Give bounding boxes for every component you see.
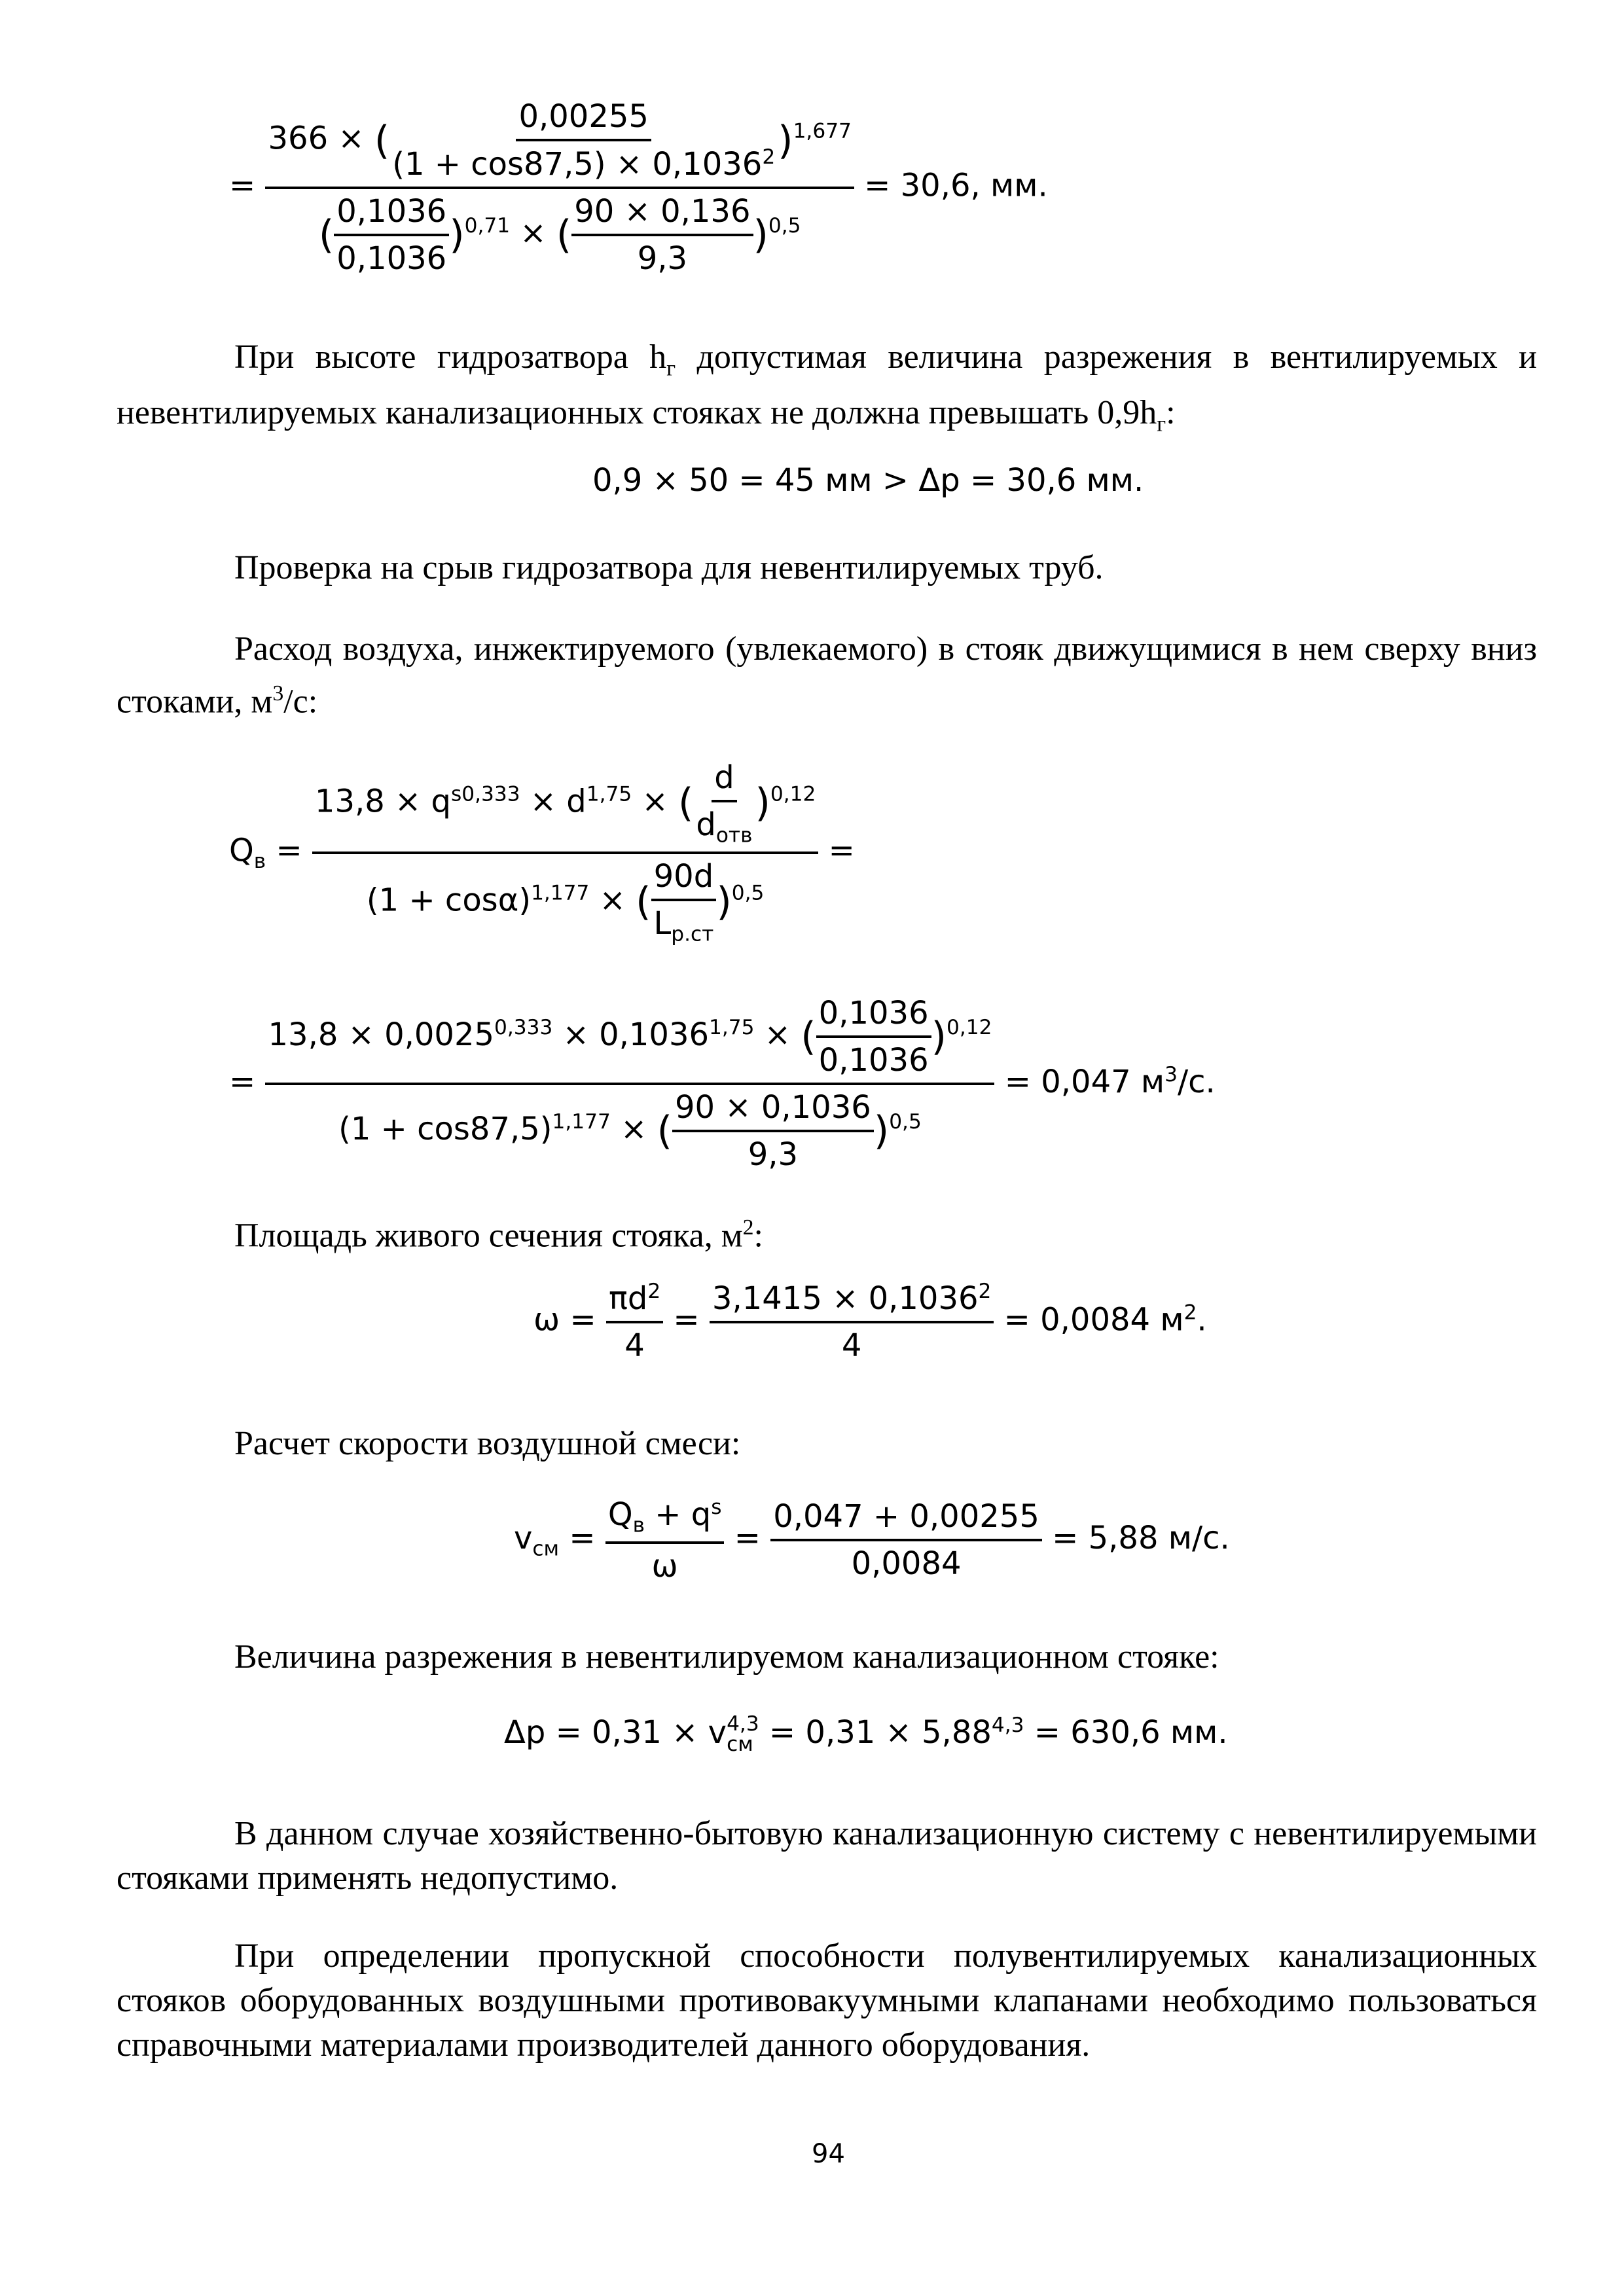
paragraph-valves-note: При определении пропускной способности полувентилируемых канализационных стояков оборудованных воздушными противовакуумными клапанами необходимо пользоваться справочными материалами производителей данного оборудования.	[117, 1937, 1537, 2064]
paragraph-hydroseal-limit: При высоте гидрозатвора $h_г$ допустимая величина разрежения в вентилируемых и невентилируемых канализационных стояках не должна превышать $0,9h_г$:	[117, 338, 1537, 437]
paragraph-air-flow: Расход воздуха, инжектируемого (увлекаемого) в стояк движущимися в нем сверху вниз стоками, $м^3/с$:	[117, 630, 1537, 721]
equation-cross-section: ω = $\frac{\pi d^2}{4}$ = $\frac{3,1415 \times 0,1036^2}{4}$ = 0,0084 $м^2$.	[533, 1280, 1207, 1364]
equation-vacuum: Δp = 0,31 × v 4,3 см = $0,31 \times 5,88^{4,3} = 630,6$ мм.	[504, 1712, 1228, 1756]
paragraph-air-velocity: Расчет скорости воздушной смеси:	[234, 1425, 741, 1462]
equation-hydroseal-height	[229, 98, 1048, 277]
main-numerator: 366 × ( $\frac{0,00255}{(1 + \cos 87,5) \times 0,1036^2}$ )$^{1,677}$	[265, 98, 854, 189]
equation-air-flow-numeric: = $13,8 \times 0,0025^{0,333} \times 0,1036^{1,75}$ × ( $\frac{0,1036}{0,1036}$ )$^{0,12}$ $(1 + \cos 87,5)^{1,177}$ × ( $\frac{90 \times 0,1036}{9,3}$ )$^{0,5}$ = 0,047 $м^3/с$.	[229, 995, 1216, 1173]
paragraph-check-title: Проверка на срыв гидрозатвора для невентилируемых труб.	[234, 549, 1104, 586]
equation-air-velocity: $v_{см}$ = $\frac{Q_в + q^s}{\omega}$ = $\frac{0,047 + 0,00255}{0,0084}$ = 5,88 м/с.	[514, 1496, 1230, 1585]
equation-check: 0,9 × 50 = 45 мм > Δp = 30,6 мм.	[592, 462, 1144, 499]
page-number: 94	[812, 2139, 845, 2169]
paragraph-conclusion: В данном случае хозяйственно-бытовую канализационную систему с невентилируемыми стояками применять недопустимо.	[117, 1815, 1537, 1897]
equals-sign: =	[229, 167, 256, 204]
equation-air-flow-formula: $Q_в$ = $13,8 \times q^{s0,333} \times d^{1,75}$ × ( $\frac{d}{d_{отв}}$ )$^{0,12}$ $(1 + \cos\alpha)^{1,177}$ × ( $\frac{90d}{L_{р.ст}}$ )$^{0,5}$ =	[229, 759, 855, 946]
paragraph-cross-section: Площадь живого сечения стояка, $м^2$:	[234, 1215, 763, 1255]
inner-fraction: $\frac{0,00255}{(1 + \cos 87,5) \times 0,1036^2}$	[392, 98, 776, 183]
main-fraction	[265, 98, 854, 277]
equation-result: = 30,6, мм.	[864, 167, 1048, 204]
main-denominator: ( $\frac{0,1036}{0,1036}$ )$^{0,71}$ × ( $\frac{90 \times 0,136}{9,3}$ )$^{0,5}$	[318, 193, 801, 277]
paragraph-vacuum-value: Величина разрежения в невентилируемом канализационном стояке:	[234, 1638, 1219, 1676]
